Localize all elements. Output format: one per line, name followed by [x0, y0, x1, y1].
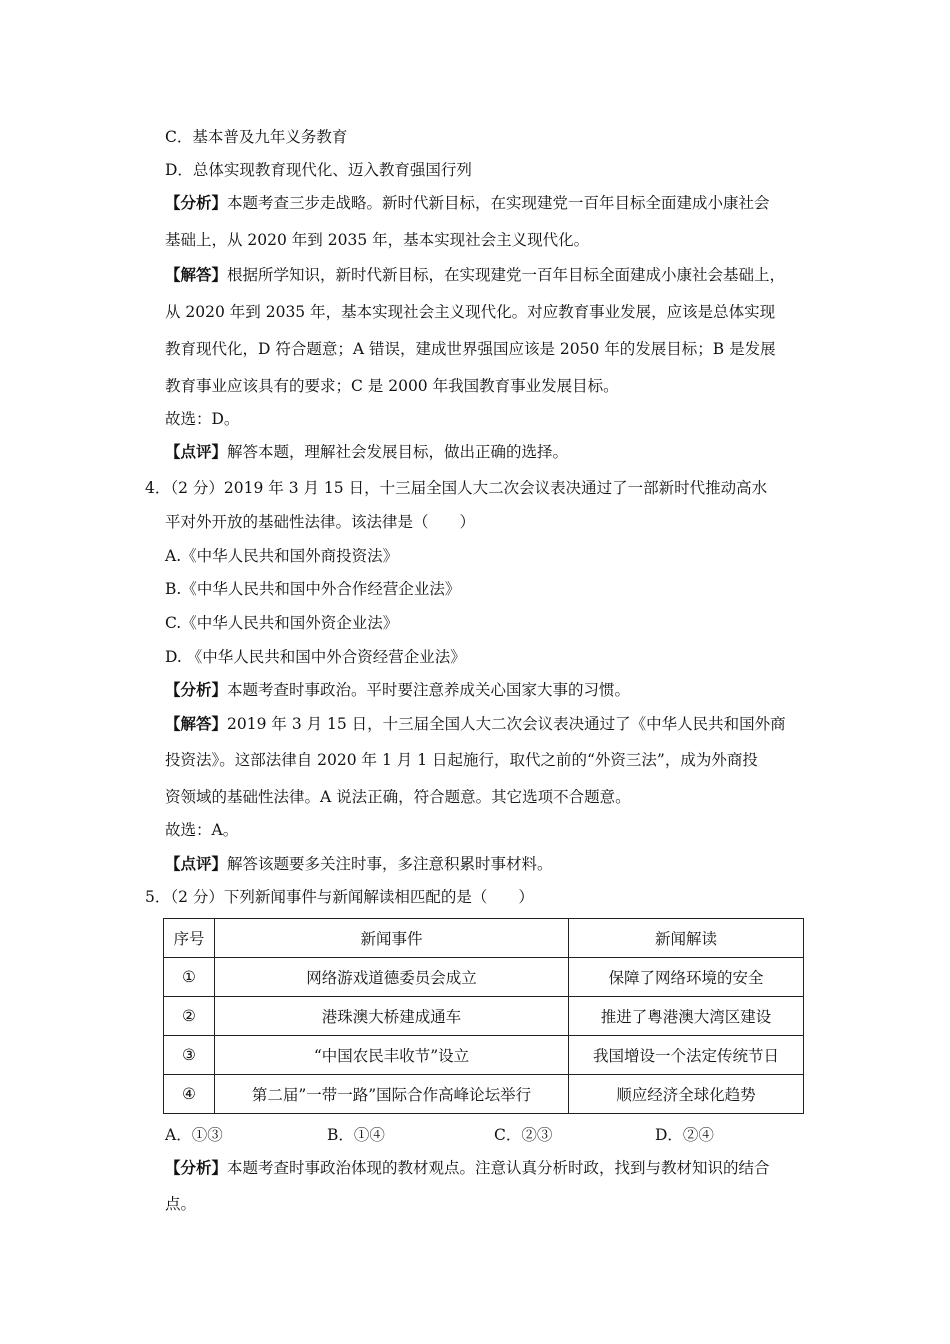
q4-option-d: D. 《中华人民共和国中外合资经营企业法》 — [165, 648, 466, 666]
q4-option-b: B.《中华人民共和国中外合作经营企业法》 — [165, 580, 461, 598]
analysis-text: 本题考查三步走战略。新时代新目标，在实现建党一百年目标全面建成小康社会 — [227, 194, 770, 212]
row-interpretation: 保障了网络环境的安全 — [569, 958, 804, 997]
answer-tag: 【解答】 — [165, 265, 228, 284]
q5-option-d: D．②④ — [655, 1126, 714, 1144]
q5-option-c: C．②③ — [494, 1126, 553, 1144]
q3-choice: 故选：D。 — [165, 410, 240, 428]
q3-analysis-line2: 基础上，从 2020 年到 2035 年，基本实现社会主义现代化。 — [165, 231, 590, 249]
q3-analysis — [165, 192, 770, 214]
row-event: 第二届”一带一路”国际合作高峰论坛举行 — [215, 1075, 569, 1114]
table-row — [164, 997, 804, 1036]
q4-analysis — [165, 679, 630, 701]
q4-option-c: C.《中华人民共和国外资企业法》 — [165, 614, 399, 632]
q5-option-a: A．①③ — [165, 1126, 223, 1144]
row-interpretation: 我国增设一个法定传统节日 — [569, 1036, 804, 1075]
comment-text: 解答本题，理解社会发展目标，做出正确的选择。 — [227, 443, 569, 461]
q3-option-d: D．总体实现教育现代化、迈入教育强国行列 — [165, 161, 472, 179]
analysis-text: 本题考查时事政治体现的教材观点。注意认真分析时政，找到与教材知识的结合 — [227, 1159, 770, 1177]
analysis-tag: 【分析】 — [165, 1158, 228, 1177]
q5-stem: 5．（2 分）下列新闻事件与新闻解读相匹配的是（ ） — [145, 888, 534, 906]
comment-text: 解答该题要多关注时事，多注意积累时事材料。 — [227, 855, 553, 873]
news-table — [163, 918, 804, 1114]
header-interpretation: 新闻解读 — [569, 919, 804, 958]
answer-text: 2019 年 3 月 15 日，十三届全国人大二次会议表决通过了《中华人民共和国外商 — [227, 715, 786, 733]
q3-answer-line3: 教育现代化，D 符合题意；A 错误，建成世界强国应该是 2050 年的发展目标；B 是发展 — [165, 340, 776, 358]
row-event: “中国农民丰收节”设立 — [215, 1036, 569, 1075]
table-row — [164, 958, 804, 997]
q3-answer — [165, 264, 785, 286]
table-row — [164, 1075, 804, 1114]
answer-tag: 【解答】 — [165, 714, 228, 733]
row-event: 港珠澳大桥建成通车 — [215, 997, 569, 1036]
q3-answer-line4: 教育事业应该具有的要求；C 是 2000 年我国教育事业发展目标。 — [165, 377, 619, 395]
q4-stem: 4．（2 分）2019 年 3 月 15 日，十三届全国人大二次会议表决通过了一部新时代推动高水 — [145, 479, 768, 497]
q4-choice: 故选：A。 — [165, 821, 239, 839]
row-index: ① — [164, 958, 215, 997]
row-interpretation: 顺应经济全球化趋势 — [569, 1075, 804, 1114]
row-index: ④ — [164, 1075, 215, 1114]
header-event: 新闻事件 — [215, 919, 569, 958]
q5-option-b: B．①④ — [327, 1126, 385, 1144]
table-row — [164, 1036, 804, 1075]
row-interpretation: 推进了粤港澳大湾区建设 — [569, 997, 804, 1036]
answer-text: 根据所学知识，新时代新目标，在实现建党一百年目标全面建成小康社会基础上， — [227, 266, 786, 284]
row-index: ② — [164, 997, 215, 1036]
q4-option-a: A.《中华人民共和国外商投资法》 — [165, 547, 399, 565]
header-index: 序号 — [164, 919, 215, 958]
table-header-row — [164, 919, 804, 958]
row-event: 网络游戏道德委员会成立 — [215, 958, 569, 997]
q4-comment — [165, 853, 553, 875]
row-index: ③ — [164, 1036, 215, 1075]
q5-analysis-line2: 点。 — [165, 1195, 197, 1213]
q3-answer-line2: 从 2020 年到 2035 年，基本实现社会主义现代化。对应教育事业发展，应该是总体实现 — [165, 303, 776, 321]
analysis-tag: 【分析】 — [165, 680, 228, 699]
q4-answer-line2: 投资法》。这部法律自 2020 年 1 月 1 日起施行，取代之前的“外资三法”，成为外商投 — [165, 751, 758, 769]
analysis-tag: 【分析】 — [165, 193, 228, 212]
q3-option-c: C．基本普及九年义务教育 — [165, 128, 348, 146]
q4-answer-line3: 资领域的基础性法律。A 说法正确，符合题意。其它选项不合题意。 — [165, 788, 631, 806]
q5-analysis — [165, 1157, 770, 1179]
comment-tag: 【点评】 — [165, 442, 228, 461]
q3-comment — [165, 441, 568, 463]
comment-tag: 【点评】 — [165, 854, 228, 873]
q4-answer — [165, 713, 786, 735]
analysis-text: 本题考查时事政治。平时要注意养成关心国家大事的习惯。 — [227, 681, 631, 699]
q4-stem-line2: 平对外开放的基础性法律。该法律是（ ） — [165, 513, 476, 531]
